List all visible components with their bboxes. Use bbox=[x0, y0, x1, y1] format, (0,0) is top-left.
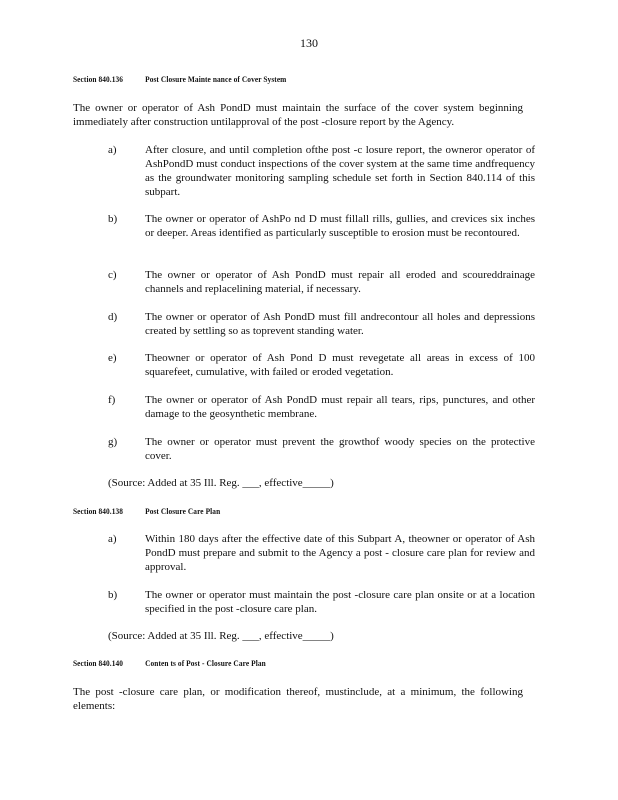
section-heading-840-136 bbox=[73, 75, 308, 84]
list-item-label: b) bbox=[108, 589, 118, 601]
section-intro-paragraph: The post -closure care plan, or modification thereof, mustinclude, at a minimum, the following elements: bbox=[73, 686, 523, 712]
list-item-text: Theowner or operator of Ash Pond D must revegetate all areas in excess of 100 squarefeet, cumulative, with failed or eroded vegetation. bbox=[145, 352, 535, 378]
list-item-text: After closure, and until completion ofthe post -c losure report, the owneror operator of AshPondD must conduct inspections of the cover system at the same time andfrequency as the groundwater monitoring sampling schedule set forth in Section 840.114 of this subpart. bbox=[145, 144, 535, 198]
list-item-label: e) bbox=[108, 352, 117, 364]
list-item-text: The owner or operator of Ash PondD must fill andrecontour all holes and depressions created by settling so as toprevent standing water. bbox=[145, 311, 535, 337]
list-item-label: g) bbox=[108, 436, 118, 448]
section-intro-paragraph: The owner or operator of Ash PondD must maintain the surface of the cover system beginning immediately after construction untilapproval of the post -closure report by the Agency. bbox=[73, 102, 523, 128]
list-item-text: The owner or operator must prevent the growthof woody species on the protective cover. bbox=[145, 436, 535, 462]
section-number: Section 840.138 bbox=[73, 507, 124, 516]
list-item-text: The owner or operator of Ash PondD must repair all eroded and scoureddrainage channels and replacelining material, if necessary. bbox=[145, 269, 535, 295]
section-number: Section 840.136 bbox=[73, 75, 124, 84]
list-item-label: f) bbox=[108, 394, 116, 406]
section-title: Post Closure Mainte nance of Cover System bbox=[145, 75, 287, 84]
list-item-text: The owner or operator of Ash PondD must repair all tears, rips, punctures, and other damage to the geosynthetic membrane. bbox=[145, 394, 535, 420]
list-item-label: a) bbox=[108, 144, 117, 156]
list-item-label: c) bbox=[108, 269, 117, 281]
section-title: Post Closure Care Plan bbox=[145, 507, 221, 516]
source-note: (Source: Added at 35 Ill. Reg. ___, effective_____) bbox=[108, 630, 334, 642]
list-item-label: d) bbox=[108, 311, 118, 323]
list-item-text: Within 180 days after the effective date of this Subpart A, theowner or operator of Ash PondD must prepare and submit to the Agency a post - closure care plan for review and approval. bbox=[145, 533, 535, 573]
section-title: Conten ts of Post - Closure Care Plan bbox=[145, 659, 266, 668]
page-number: 130 bbox=[300, 36, 318, 50]
source-note: (Source: Added at 35 Ill. Reg. ___, effective_____) bbox=[108, 477, 334, 489]
list-item-text: The owner or operator of AshPo nd D must fillall rills, gullies, and crevices six inches or deeper. Areas identified as particularly susceptible to erosion must be recontoured. bbox=[145, 213, 535, 239]
list-item-label: b) bbox=[108, 213, 118, 225]
section-heading-840-138 bbox=[73, 507, 242, 516]
section-heading-840-140 bbox=[73, 659, 288, 668]
list-item-label: a) bbox=[108, 533, 117, 545]
section-number: Section 840.140 bbox=[73, 659, 124, 668]
list-item-text: The owner or operator must maintain the post -closure care plan onsite or at a location specified in the post -closure care plan. bbox=[145, 589, 535, 615]
